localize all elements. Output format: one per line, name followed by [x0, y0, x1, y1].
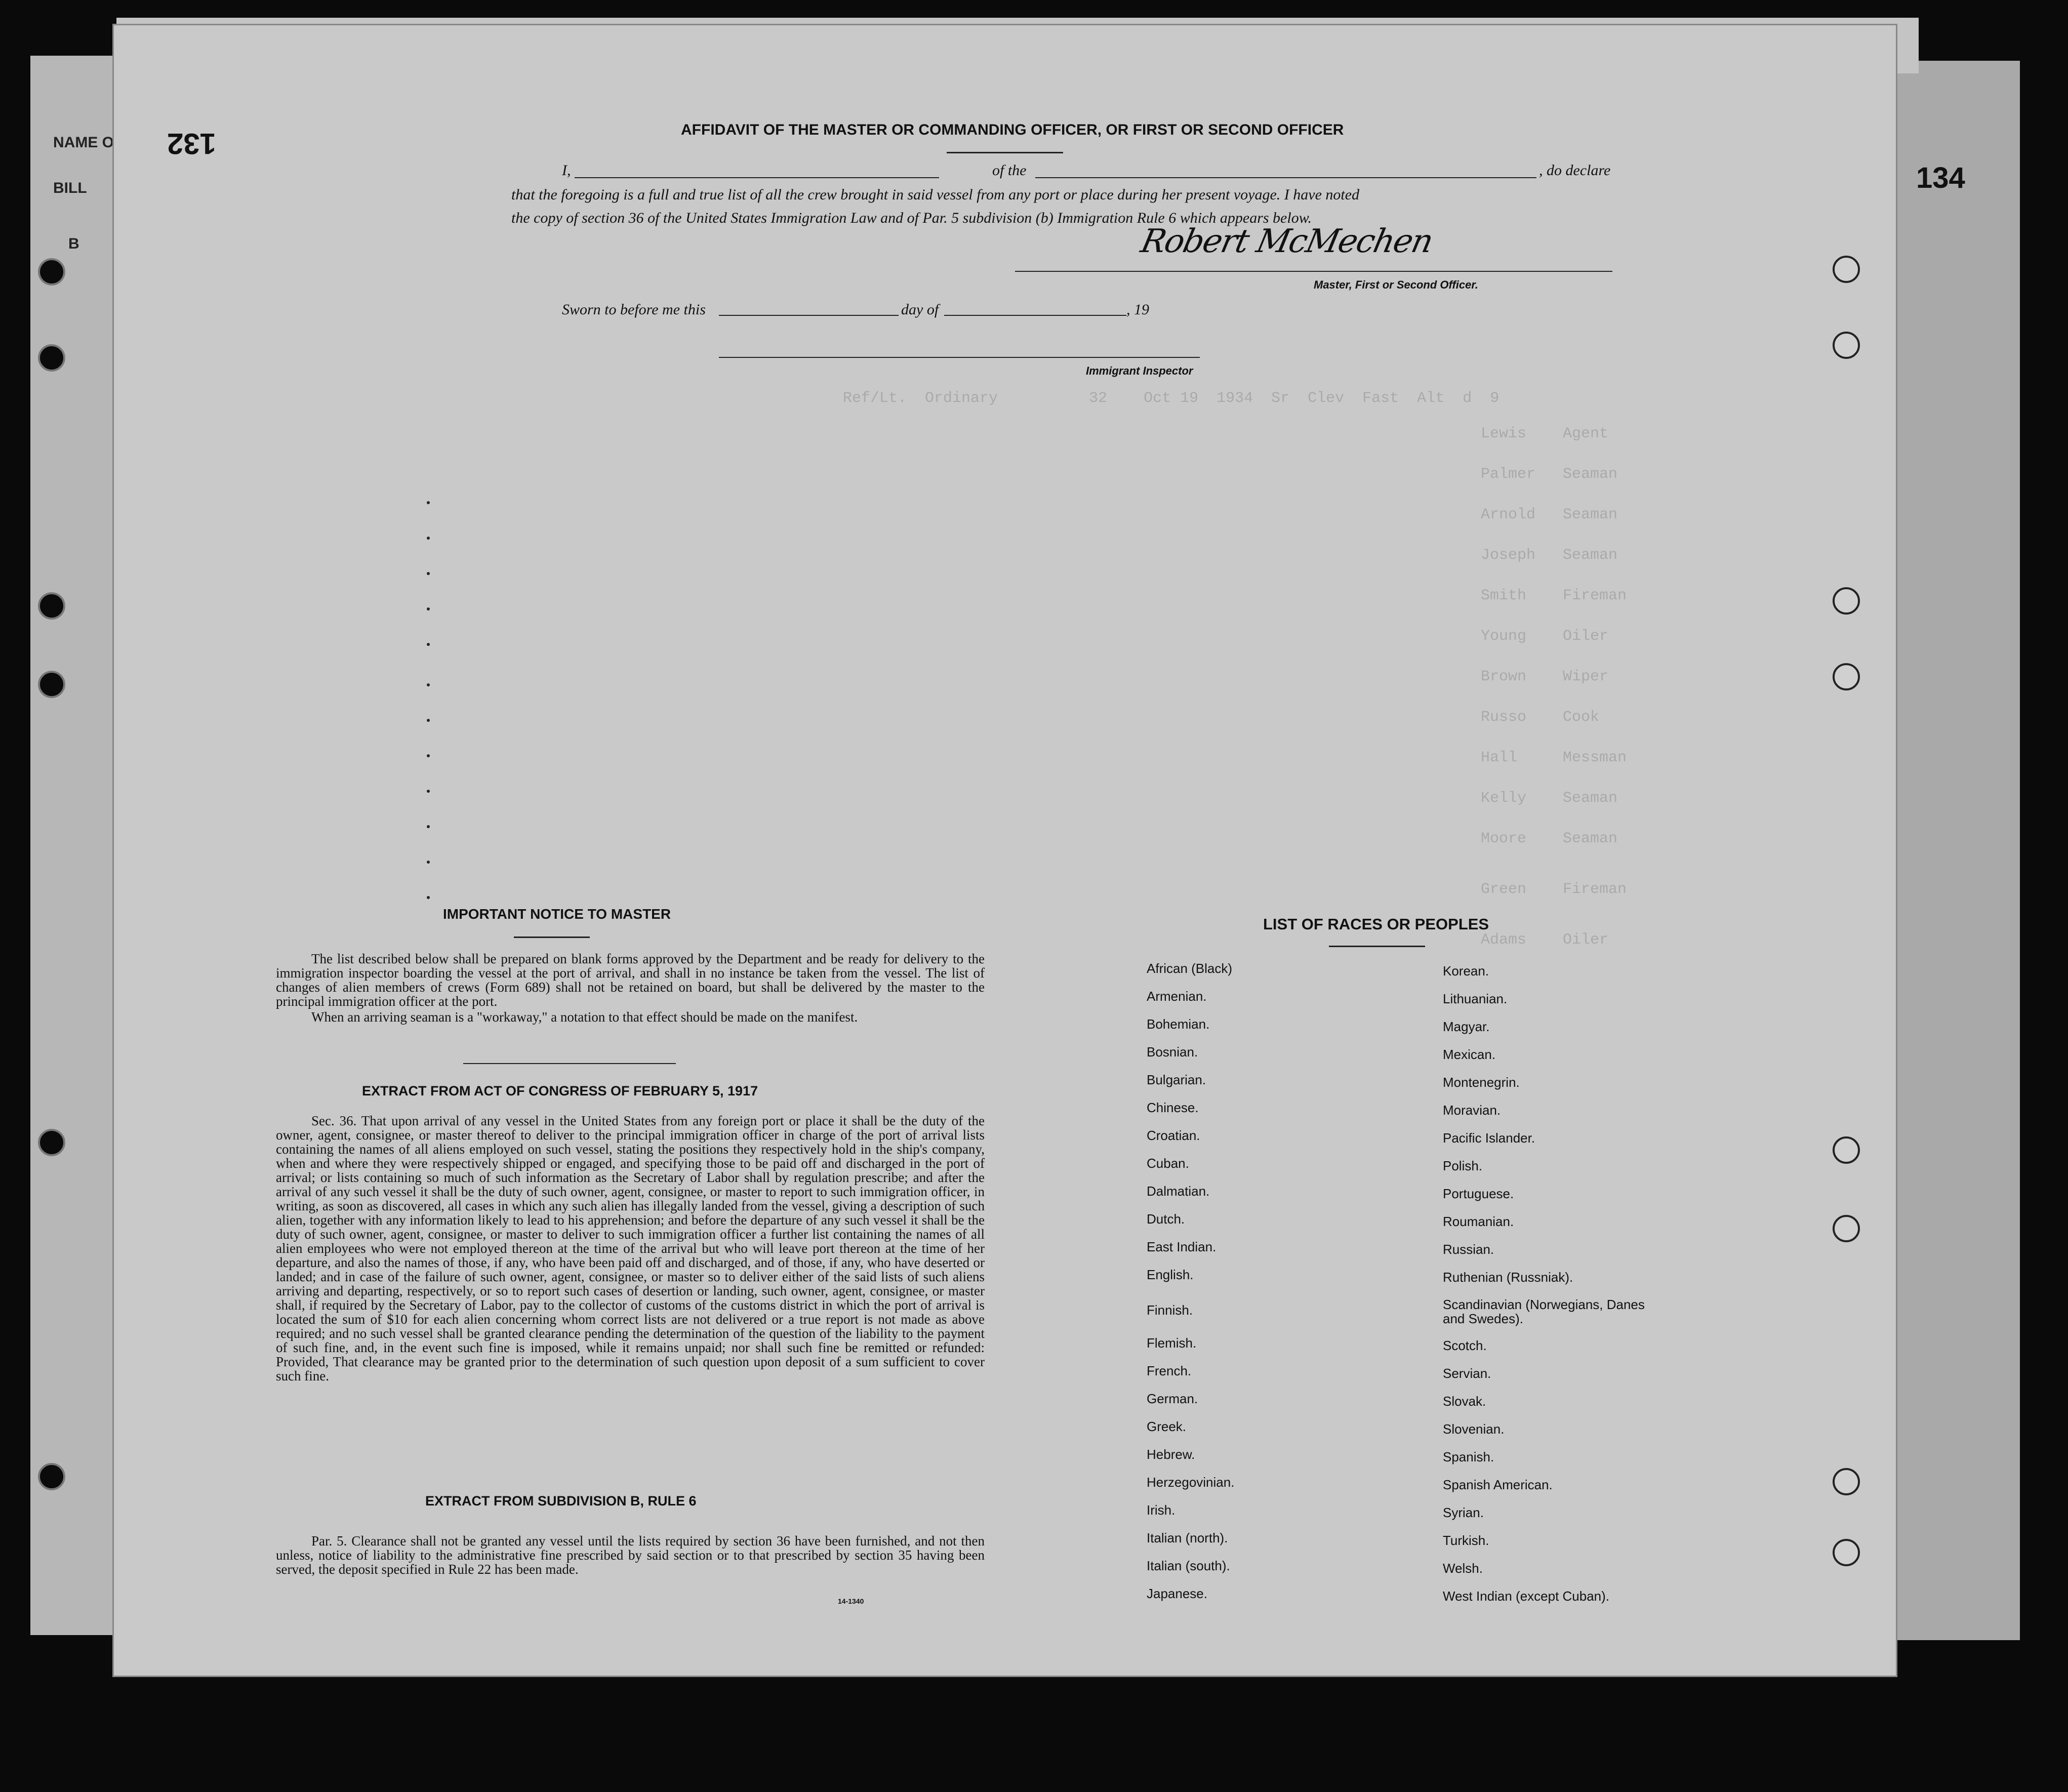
name-line[interactable] [575, 177, 939, 178]
race-item: Polish. [1443, 1158, 1483, 1173]
race-item: Korean. [1443, 963, 1489, 979]
punch-hole [1833, 1539, 1860, 1566]
race-item: Bosnian. [1147, 1044, 1198, 1060]
sworn-label: Sworn to before me this [562, 301, 706, 318]
race-item: East Indian. [1147, 1239, 1217, 1254]
day-of-label: day of [901, 301, 939, 318]
race-item: Flemish. [1147, 1335, 1197, 1351]
page-number-left: 132 [167, 127, 216, 160]
punch-hole [38, 671, 65, 698]
edge-fragment: BILL [53, 180, 87, 196]
race-item: Spanish American. [1443, 1477, 1553, 1492]
divider [463, 1063, 676, 1064]
race-item: Irish. [1147, 1502, 1175, 1518]
race-item: Bulgarian. [1147, 1072, 1206, 1087]
race-item: Chinese. [1147, 1100, 1199, 1115]
race-item: Russian. [1443, 1242, 1494, 1257]
act-title: EXTRACT FROM ACT OF CONGRESS OF FEBRUARY 5, 1917 [362, 1083, 758, 1098]
race-item: African (Black) [1147, 961, 1233, 976]
race-item: Ruthenian (Russniak). [1443, 1270, 1573, 1285]
affidavit-title: AFFIDAVIT OF THE MASTER OR COMMANDING OFFICER, OR FIRST OR SECOND OFFICER [681, 121, 1344, 138]
race-item: Roumanian. [1443, 1214, 1514, 1229]
rule-paragraph: Par. 5. Clearance shall not be granted any vessel until the lists required by section 36 have been furnished, and not then unless, notice of liability to the administrative fine prescribed by said section or to that prescribed by section 35 having been served, the deposit specified in Rule 22 has been made. [276, 1533, 985, 1577]
race-item: Slovenian. [1443, 1421, 1505, 1437]
month-line[interactable] [944, 315, 1126, 316]
punch-hole [1833, 1215, 1860, 1242]
punch-hole [1833, 663, 1860, 690]
punch-hole [38, 1129, 65, 1156]
race-item: Dalmatian. [1147, 1184, 1210, 1199]
race-item: Lithuanian. [1443, 991, 1508, 1006]
punch-hole [1833, 1468, 1860, 1495]
sworn-date-line[interactable] [719, 315, 899, 316]
race-item: Cuban. [1147, 1156, 1189, 1171]
race-item: Mexican. [1443, 1047, 1496, 1062]
vessel-line[interactable] [1035, 177, 1536, 178]
inspector-line[interactable] [719, 357, 1200, 358]
race-item: Hebrew. [1147, 1447, 1195, 1462]
punch-hole [38, 592, 65, 620]
race-item: Scandinavian (Norwegians, Danes and Swedes). [1443, 1297, 1645, 1326]
affidavit-i-label: I, [562, 162, 571, 179]
divider [514, 936, 590, 938]
divider [1329, 946, 1425, 947]
punch-hole [1833, 332, 1860, 359]
act-section-36-text: Sec. 36. That upon arrival of any vessel in the United States from any foreign port or place it shall be the duty of the owner, agent, consignee, or master thereof to deliver to the principal immigration officer in charge of the port of arrival lists containing the names of all aliens employed on such vessel, stating the positions they respectively hold in the ship's company, when and where they were respectively shipped or engaged, and specifying those to be paid off and discharged in the port of arrival; or lists containing so much of such information as the Secretary of Labor shall by regulation prescribe; and after the arrival of any such vessel it shall be the duty of such owner, agent, consignee, or master to report to such immigration officer, in writing, as soon as discovered, all cases in which any such alien has illegally landed from the vessel, giving a description of such alien, together with any information likely to lead to his apprehension; and before the departure of any such vessel it shall be the duty of such owner, agent, consignee, or master to deliver to such immigration officer a further list containing the names of all alien employees who were not employed thereon at the time of the arrival but who will leave port thereon at the time of her departure, and also the names of those, if any, who have been paid off and discharged, and of those, if any, who have deserted or landed; and in case of the failure of such owner, agent, consignee, or master so to deliver either of the said lists of such aliens arriving and departing, respectively, or so to report such cases of desertion or landing, such owner, agent, consignee, or master shall, if required by the Secretary of Labor, pay to the collector of customs of the customs district in which the port of arrival is located the sum of $10 for each alien concerning whom correct lists are not delivered or a true report is not made as above required; and no such vessel shall be granted clearance pending the determination of the question of the liability to the payment of such fine, and, in the event such fine is imposed, while it remains unpaid; nor shall such fine be remitted or refunded: Provided, That clearance may be granted prior to the determination of such question upon deposit of a sum sufficient to cover such fine. [276, 1113, 985, 1383]
affidavit-line2: that the foregoing is a full and true list of all the crew brought in said vessel from any port or place during her present voyage. I have noted [511, 186, 1360, 203]
punch-hole [1833, 1136, 1860, 1164]
affidavit-declare-label: , do declare [1539, 162, 1611, 179]
rule-title: EXTRACT FROM SUBDIVISION B, RULE 6 [425, 1493, 697, 1509]
race-item: German. [1147, 1391, 1198, 1406]
race-item: French. [1147, 1363, 1192, 1378]
race-item: Bohemian. [1147, 1016, 1210, 1032]
race-item: Italian (south). [1147, 1558, 1230, 1573]
punch-hole [38, 344, 65, 372]
inspector-caption: Immigrant Inspector [1086, 364, 1193, 377]
year-label: , 19 [1126, 301, 1149, 318]
race-item: Armenian. [1147, 989, 1207, 1004]
notice-title: IMPORTANT NOTICE TO MASTER [443, 906, 671, 922]
race-item: Magyar. [1443, 1019, 1490, 1034]
race-item: Finnish. [1147, 1302, 1193, 1318]
race-item: Scotch. [1443, 1338, 1487, 1353]
race-item: Welsh. [1443, 1561, 1483, 1576]
race-item: Pacific Islander. [1443, 1130, 1535, 1146]
signature-line [1015, 271, 1612, 272]
punch-hole [1833, 587, 1860, 615]
race-item: English. [1147, 1267, 1194, 1282]
race-item: Portuguese. [1443, 1186, 1514, 1201]
page-number-right: 134 [1916, 161, 1965, 194]
edge-fragment: NAME O [53, 134, 114, 151]
race-item: Herzegovinian. [1147, 1475, 1235, 1490]
race-item: Moravian. [1443, 1103, 1501, 1118]
punch-hole [38, 258, 65, 286]
signature-caption: Master, First or Second Officer. [1314, 278, 1478, 291]
punch-hole [1833, 256, 1860, 283]
race-item: West Indian (except Cuban). [1443, 1589, 1610, 1604]
affidavit-line3: the copy of section 36 of the United States Immigration Law and of Par. 5 subdivision (b) Immigration Rule 6 which appears below. [511, 210, 1312, 226]
affidavit-of-the-label: of the [992, 162, 1027, 179]
notice-paragraph-1: The list described below shall be prepared on blank forms approved by the Department and be ready for delivery to the immigration inspector boarding the vessel at the port of arrival, and shall in no instance be taken from the vessel. The list of changes of alien members of crews (Form 689) shall not be retained on board, but shall be delivered by the master to the principal immigration officer at the port. [276, 951, 985, 1009]
edge-fragment: B [68, 235, 79, 252]
race-item: Greek. [1147, 1419, 1187, 1434]
form-code: 14-1340 [838, 1597, 864, 1605]
divider [947, 152, 1063, 153]
race-item: Servian. [1443, 1366, 1491, 1381]
race-item: Slovak. [1443, 1394, 1486, 1409]
race-item: Dutch. [1147, 1211, 1185, 1227]
punch-hole [38, 1463, 65, 1490]
race-item: Japanese. [1147, 1586, 1207, 1601]
race-item: Syrian. [1443, 1505, 1484, 1520]
race-item: Montenegrin. [1443, 1075, 1520, 1090]
manifest-page: Ref/Lt. Ordinary 32 Oct 19 1934 Sr Clev Fast Alt d 9 Lewis Agent Palmer Seaman Arnold Seaman Joseph Seaman Smith Fireman Young Oiler Brown Wiper Russo Cook Hall Messman Kelly Seaman Moore Seaman Green Fireman Adams Oiler 132 AFFIDAVIT OF THE MASTER OR COMMANDING OFFICER, OR FIRST OR SECOND OFFICER I, of the , do declare that the foregoing is a full and true list of all the crew brought in said vessel from any port or place during her present voyage. I have noted the copy of section 36 of the United States Immigration Law and of Par. 5 subdivision (b) Immigration Rule 6 which appears below. Robert McMechen Master, First or Second Officer. Sworn to before me this day of , 19 Immigrant Inspector IMPORTANT NOTICE TO MASTER The list described below shall be prepared on blank forms approved by the Department and be ready for delivery to the immigration inspector boarding the vessel at the port of arrival, and shall in no instance be taken from the vessel. The list of changes of alien members of crews (Form 689) shall not be retained on board, but shall be delivered by the master to the principal immigration officer at the port. When an arriving seaman is a "workaway," a notation to that effect should be made on the manifest. EXTRACT FROM ACT OF CONGRESS OF FEBRUARY 5, 1917 Sec. 36. That upon arrival of any vessel in the United States from any foreign port or place it shall be the duty of the owner, agent, consignee, or master thereof to deliver to the principal immigration officer in charge of the port of arrival lists containing the names of all aliens employed on such vessel, stating the positions they respectively hold in the ship's company, when and where they were respectively shipped or engaged, and specifying those to be paid off and discharged in the port of arrival; or lists containing so much of such information as the Secretary of Labor shall by regulation prescribe; and after the arrival of any such vessel it shall be the duty of such owner, agent, consignee, or master to report to such immigration officer, in writing, as soon as discovered, all cases in which any such alien has illegally landed from the vessel, giving a description of such alien, together with any information likely to lead to his apprehension; and before the departure of any such vessel it shall be the duty of such owner, agent, consignee, or master to deliver to such immigration officer a further list containing the names of all alien employees who were not employed thereon at the time of the arrival but who will leave port thereon at the time of her departure, and also the names of those, if any, who have been paid off and discharged, and of those, if any, who have deserted or landed; and in case of the failure of such owner, agent, consignee, or master so to deliver either of the said lists of such aliens arriving and departing, respectively, or so to report such cases of desertion or landing, such owner, agent, consignee, or master shall, if required by the Secretary of Labor, pay to the collector of customs of the customs district in which the port of arrival is located the sum of $10 for each alien concerning whom correct lists are not delivered or a true report is not made as above required; and no such vessel shall be granted clearance pending the determination of the question of the liability to the payment of such fine, and, in the event such fine is imposed, while it remains unpaid; nor shall such fine be remitted or refunded: Provided, That clearance may be granted prior to the determination of such question upon deposit of a sum sufficient to cover such fine. EXTRACT FROM SUBDIVISION B, RULE 6 Par. 5. Clearance shall not be granted any vessel until the lists required by section 36 have been furnished, and not then unless, notice of liability to the administrative fine prescribed by said section or to that prescribed by section 35 having been served, the deposit specified in Rule 22 has been made. 14-1340 LIST OF RACES OR PEOPLES African (Black) Armenian. Bohemian. Bosnian. Bulgarian. Chinese. Croatian. Cuban. Dalmatian. Dutch. East Indian. English. Finnish. Flemish. French. German. Greek. Hebrew. Herzegovinian. Irish. Italian (north). Italian (south). Japanese. Korean. Lithuanian. Magyar. Mexican. Montenegrin. Moravian. Pacific Islander. Polish. Portuguese. Roumanian. Russian. Ruthenian (Russniak). Scandinavian (Norwegians, Danes and Swedes). Scotch. Servian. Slovak. Slovenian. Spanish. Spanish American. Syrian. Turkish. Welsh. West Indian (except Cuban). [114, 25, 1896, 1676]
race-item: Italian (north). [1147, 1530, 1228, 1545]
master-signature: Robert McMechen [1138, 223, 1436, 260]
races-title: LIST OF RACES OR PEOPLES [1263, 915, 1489, 933]
notice-paragraph-2: When an arriving seaman is a "workaway," a notation to that effect should be made on the manifest. [311, 1009, 858, 1025]
race-item: Spanish. [1443, 1449, 1494, 1464]
race-item: Croatian. [1147, 1128, 1200, 1143]
race-item: Turkish. [1443, 1533, 1489, 1548]
